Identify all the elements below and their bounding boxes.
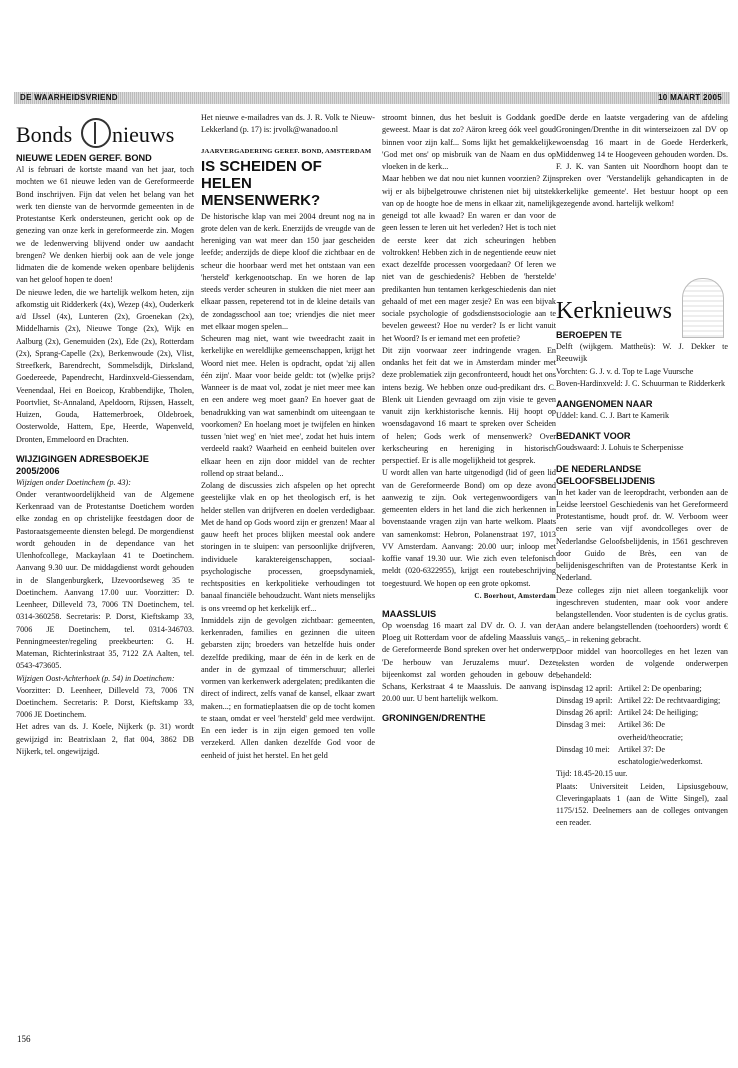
publication-name: DE WAARHEIDSVRIEND	[20, 93, 118, 102]
groningen-p1: De derde en laatste vergadering van de afdeling Groningen/Drenthe in dit winterseizoen zal DV op woensdag 16 maart in de Goede Herderkerk, Middenweg 14 te Hoogeveen gehouden worden. Ds. F. J. K. van Santen uit Noordhorn hoopt dan te spreken over 'Verstandelijk gehandicapten in de kerkelijke gemeente'. Het bestuur hoopt op een gezegende avond. hartelijk welkom!	[556, 113, 728, 208]
maassluis-p1: Op woensdag 16 maart zal DV dr. O. J. van der Ploeg uit Rotterdam voor de afdeling Maassluis van de Gereformeerde Bond spreken over het onderwerp 'De herbouw van Jeruzalems muur'. Deze bijeenkomst zal worden gehouden in gebouw de Schans, Kerkstraat 4 te Maassluis. De aanvang is 20.00 uur. U bent hartelijk welkom.	[382, 620, 556, 704]
schedule-date: Dinsdag 3 mei:	[556, 720, 606, 730]
nieuwe-leden-heading: NIEUWE LEDEN GEREF. BOND	[16, 153, 152, 163]
geloofsbelijdenis-p2: Deze colleges zijn niet alleen toegankelijk voor ingeschreven studenten, maar ook voor andere belangstellenden. Voor studenten is de cyclus gratis. Aan andere belangstellenden (toehoorders) wordt € 65,– in rekening gebracht.	[556, 585, 728, 644]
schedule-date: Dinsdag 10 mei:	[556, 744, 610, 754]
kerknieuws-title-text: Kerknieuws	[556, 298, 672, 324]
beroepen-p3: Boven-Hardinxveld: J. C. Schuurman te Ridderkerk	[556, 378, 726, 388]
college-schedule	[556, 683, 728, 769]
bond-emblem-icon	[81, 118, 111, 148]
schedule-date: Dinsdag 12 april:	[556, 683, 613, 693]
church-window-icon	[682, 278, 724, 338]
schedule-topic: Artikel 36: De overheid/theocratie;	[618, 720, 683, 742]
scheiden-p5: stroomt binnen, dus het besluit is Goddank goed geweest. Maar is dat zo? Aäron kreeg óók veel goud binnen voor zijn kalf... Soms lijkt het gemakkelijke 'God met ons' op misbruik van de Naam en dus op vloeken in de kerk...	[382, 113, 556, 171]
adresboekje-heading: WIJZIGINGEN ADRESBOEKJE 2005/2006	[16, 453, 149, 476]
geloofsbelijdenis-p4: Tijd: 18.45-20.15 uur.	[556, 769, 628, 779]
geloofsbelijdenis-p1: In het kader van de leeropdracht, verbonden aan de Leidse leerstoel Geschiedenis van het Gereformeerd Protestantisme, houdt prof. dr. W. Verboom weer een serie van vijf avondcolleges over de Nederlandse Geloofsbelijdenis, in 1561 geschreven door Guido de Brès, een van de belijdenisgeschriften van de Protestantse Kerk in Nederland.	[556, 487, 728, 583]
column-3	[382, 112, 556, 724]
scheiden-heading: IS SCHEIDEN OF HELEN MENSENWERK?	[201, 157, 322, 209]
logo-text-right: nieuws	[112, 122, 175, 147]
scheiden-p8: U wordt allen van harte uitgenodigd (lid of geen lid van de Gereformeerde Bond) om op deze avond aanwezig te zijn. Ook vertegenwoordigers van gemeenten elders in het land die zich herkennen in bovenstaande vragen zijn van harte welkom. Plaats van samenkomst: Hebron, Polanenstraat 197, 1013 VV Amsterdam. Aanvang: 20.00 uur; inloop met koffie vanaf 19.30 uur. Wie zich even telefonisch meldt (020-6322955), krijgt een routebeschrijving toegestuurd. We hopen op een grote opkomst.	[382, 468, 556, 588]
column-4	[556, 112, 728, 830]
bondsnieuws-logo	[16, 112, 194, 150]
scheiden-p1: De historische klap van mei 2004 dreunt nog na in grote delen van de kerk. Enerzijds de vreugde van de hereniging van wat meer dan 150 jaar gescheiden leefde; anderzijds de diepe kloof die zichtbaar en de scheur die hoorbaar werd met het ontstaan van een 'hersteld' kerkgenootschap. En we horen de lap steeds verder scheuren in stukken die niet meer aan elkaar passen, repeterend tot in de kleine details van de zondagsschool aan toe; vriendjes die niet meer met elkaar mogen spelen...	[201, 211, 375, 331]
adresboekje-sub2: Wijzigen Oost-Achterhoek (p. 54) in Doetinchem:	[16, 673, 175, 683]
schedule-date: Dinsdag 26 april:	[556, 708, 613, 717]
schedule-topic: Artikel 2: De openbaring;	[618, 683, 702, 693]
groningen-heading: GRONINGEN/DRENTHE	[382, 712, 486, 723]
scheiden-p6: Maar hebben we dat nou niet kunnen voorzien? Zijn wij er als bijbelgetrouwe christenen niet bij uitstek van op de hoogte hoe de mens in elkaar zit, namelijk geneigd tot alle kwaad? En waren er dan voor de geen lessen te leren uit het verleden? Het is toch niet de eerste keer dat zich scheuringen hebben voltrokken! Hebben zich in de negentiende eeuw niet exact dezelfde processen voorgedaan? Of leren we niet van de geschiedenis? Hebben de 'herstelde' predikanten hun tentamen kerkgeschiedenis dan niet gehaald of met een mager zesje? En was een bijvak sociale psychologie of godsdienstsociologie aan te bevelen geweest? Hoe nu verder? Is er licht vanuit het Woord? Is er iemand met een profetie?	[382, 174, 556, 343]
logo-text-left: Bonds	[16, 122, 73, 147]
bedankt-p1: Goudswaard: J. Lohuis te Scherpenisse	[556, 443, 684, 453]
column-2	[201, 112, 375, 762]
schedule-topic: Artikel 24: De heiliging;	[618, 708, 699, 717]
geloofsbelijdenis-heading: DE NEDERLANDSE GELOOFSBELIJDENIS	[556, 463, 656, 486]
column-1	[16, 112, 194, 758]
adresboekje-p4: Het nieuwe e-mailadres van ds. J. R. Volk te Nieuw-Lekkerland (p. 17) is: jrvolk@wanadoo.nl	[201, 113, 375, 135]
beroepen-heading: BEROEPEN TE	[556, 330, 622, 340]
beroepen-p1: Delft (wijkgem. Mattheüs): W. J. Dekker te Reeuwijk	[556, 342, 728, 364]
geloofsbelijdenis-p3: Door middel van hoorcolleges en het lezen van teksten worden de volgende onderwerpen behandeld:	[556, 646, 728, 681]
adresboekje-p1: Onder verantwoordelijkheid van de Algemene Kerkenraad van de Protestantse Doetichem worden elke zondag en op christelijke feestdagen door de Pastoraatsgemeente diensten belegd. De morgendienst wordt gehouden in de dependance van het Ulenhofcollege, Mackaylaan 41 te Doetinchem. Aanvang 9.30 uur. De middagdienst wordt gehouden in de Slangenburgkerk, IJzevoordseweg 35 te Doetinchem. Aanvang 17.00 uur. Voorzitter: D. Leenheer, Dilleveld 73, 7006 TN Doetinchem, tel. 0314-360258. Secretaris: P. Dorst, Kieftskamp 33, 7006 JE Doetinchem, tel. 0314-346703. Penningmeester/regeling preekbeurten: G. H. Mateman, Richterinkstraat 35, 7122 ZA Aalten, tel. 0543-473605.	[16, 489, 194, 671]
bedankt-heading: BEDANKT VOOR	[556, 431, 631, 442]
adresboekje-p2: Voorzitter: D. Leenheer, Dilleveld 73, 7006 TN Doetinchem. Secretaris: P. Dorst, Kieftskamp 33, 7006 JE Doetinchem.	[16, 685, 194, 719]
issue-date: 10 MAART 2005	[658, 93, 722, 102]
scheiden-kicker: JAARVERGADERING GEREF. BOND, AMSTERDAM	[201, 147, 372, 155]
scheiden-p7: Dit zijn voorwaar zeer indringende vragen. En ondanks het feit dat we in Amsterdam minder met deze problematiek zijn geconfronteerd, houdt het ons intens bezig. We hebben onze oud-predikant drs. C. Blenk uit Lienden gevraagd om zijn visie te geven vanuit zijn kerkhistorische kennis. Hij hoopt op woensdagavond 16 maart te spreken over Scheiden of helen; Gods werk of mensenwerk? Over kerkscheuring en hereniging in historisch perspectief. Er is alle mogelijkheid tot gesprek.	[382, 345, 556, 465]
adresboekje-sub1: Wijzigen onder Doetinchem (p. 43):	[16, 477, 131, 487]
scheiden-p4: Inmiddels zijn de gevolgen zichtbaar: gemeenten, kerkenraden, families en gezinnen die uiteen gebarsten zijn; broeders van hetzelfde huis onder dezelfde prediking, maar de één in de kerk en de ander in de gymzaal of timmerschuur; allerlei vormen van kerkenwerk adergelaten; predikanten die direct of indirect, zelfs vanaf de kansel, elkaar zwart maken...; en formatieplaatsen die op de tocht komen te staan, omdat er veel 'hersteld' geld mee verdwijnt. En een ieder is in zijn eigen gemoed ten volle verzekerd. Allen danken dezelfde God voor de eenheid of juist het herstel. En het geld	[201, 615, 375, 760]
kerknieuws-title	[556, 298, 728, 325]
geloofsbelijdenis-p5: Plaats: Universiteit Leiden, Lipsiusgebouw, Cleveringaplaats 1 (aan de Witte Singel), zaal 1175/152. Deelnemers aan de colleges ontvangen een reader.	[556, 781, 728, 828]
beroepen-p2: Vorchten: G. J. v. d. Top te Lage Vuursche	[556, 366, 694, 376]
page-header-bar	[14, 92, 730, 104]
page-number: 156	[17, 1034, 31, 1044]
scheiden-p3: Zolang de discussies zich afspelen op het oprecht geestelijke vlak en op het theologisch erf, is het helder stellen van drijfveren en doelen verdedigbaar. Met de hand op Gods woord zijn er grenzen! Maar al gauw heeft het proces blijken meestal ook andere storingen in te sluipen: van persoonlijke drijfveren, individuele karaktereigenschappen, sociaal-psychologische processen, groepsdynamiek, rechtsposities en kerkpolitieke verhoudingen tot banaal financiële behoudzucht. Want niets menselijks is ons vreemd op het kerkelijk erf...	[201, 481, 375, 613]
schedule-date: Dinsdag 19 april:	[556, 695, 613, 705]
schedule-topic: Artikel 37: De eschatologie/wederkomst.	[618, 744, 703, 766]
aangenomen-p1: Uddel: kand. C. J. Bart te Kamerik	[556, 411, 670, 420]
scheiden-signature: C. Boerhout, Amsterdam	[474, 591, 556, 600]
maassluis-heading: MAASSLUIS	[382, 608, 437, 619]
schedule-topic: Artikel 22: De rechtvaardiging;	[618, 695, 721, 705]
aangenomen-heading: AANGENOMEN NAAR	[556, 399, 653, 409]
nieuwe-leden-p2: De nieuwe leden, die we hartelijk welkom heten, zijn afkomstig uit Ridderkerk (4x), Wezep (4x), Ouderkerk a/d IJssel (4x), Lunteren (2x), Groenekan (2x), Middelharnis (2x), Nieuwe Tonge (2x), Wijk en Aalburg (2x), Genemuiden (2x), Ede (2x), Rotterdam (2x), Sprang-Capelle (2x), Berkenwoude (2x), Vlist, Streefkerk, Barendrecht, Sommelsdijk, Dirksland, Goedereede, Papendrecht, Hardinxveld-Giessendam, Veenendaal, Hei en Boeicop, Krabbendijke, Tholen, Poortvliet, St-Annaland, Apeldoorn, Rijssen, Hasselt, Huizen, Gouda, Hattemerbroek, Oldebroek, Oosterwolde, Hattem, Epe, Heerde, Wapenveld, Dronten, Emmeloord en Drachten.	[16, 287, 194, 444]
nieuwe-leden-p1: Al is februari de kortste maand van het jaar, toch mochten we 61 nieuwe leden van de Gereformeerde Bond inschrijven. Fijn dat velen het belang van het werk ten dienste van de hervormde gemeenten in de Protestantse Kerk ondersteunen, gericht ook op de genezing van onze kerk in gereformeerde zin. Mogen we de ledenwerving blijvend onder uw aandacht brengen? We denken hierbij ook aan de vele jonge lidmaten die de komende weken openbare belijdenis van het geloof hopen te doen!	[16, 165, 194, 285]
scheiden-p2: Scheuren mag niet, want wie tweedracht zaait in kerkelijke en wereldlijke gemeenschappen, krijgt het Woord niet mee. Helen is opdracht, opdat 'zij allen één zijn'. Maar voor beide geldt: tot (w)elke prijs? Wanneer is de maat vol, zodat je niet meer mee kan en een andere weg moet gaan? En hoever gaat de benadrukking van wat samenbindt om uiteengaan te voorkomen? En hoelang moet je twijfelen en hinken tussen 'niet weg' en 'niet mee', zodat het huis intern verdeeld raakt? Waarheid en eenheid buitelen over elkaar heen en zijn door middel van de rechter rollend op straat beland...	[201, 334, 375, 478]
adresboekje-p3: Het adres van ds. J. Koele, Nijkerk (p. 31) wordt gewijzigd in: Beatrixlaan 2, flat 004, 3862 DB Nijkerk, tel. ongewijzigd.	[16, 722, 194, 756]
